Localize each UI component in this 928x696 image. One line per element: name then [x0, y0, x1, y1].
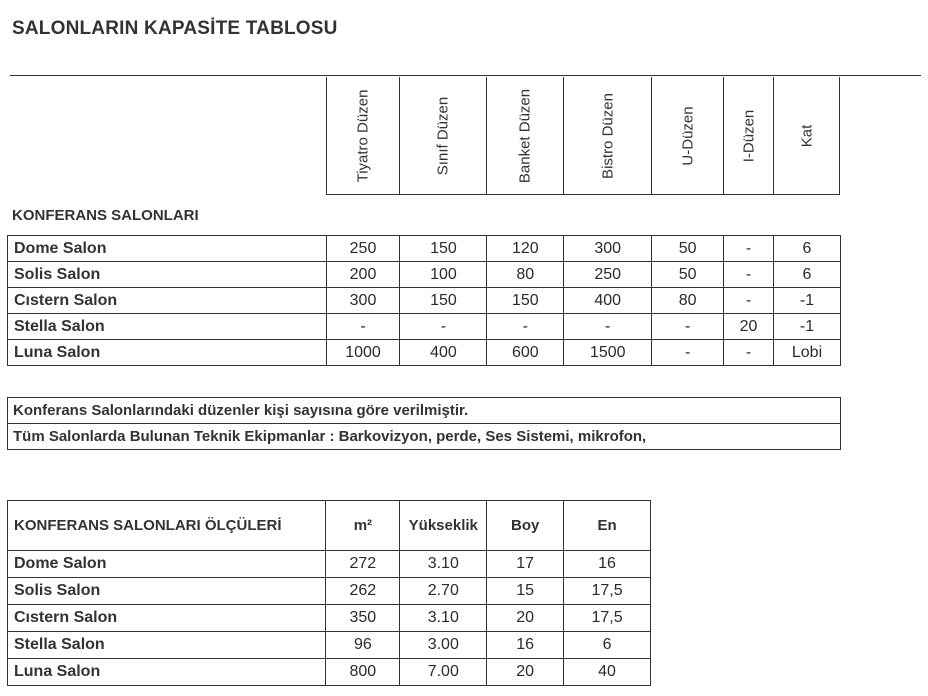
column-header-i-duzen: I-Düzen	[724, 77, 774, 195]
header-row	[8, 501, 651, 551]
cell: 272	[326, 551, 400, 578]
row-name: Dome Salon	[8, 551, 326, 578]
cell: 250	[326, 236, 400, 262]
cell: 600	[487, 340, 564, 366]
cell: 3.00	[400, 632, 487, 659]
column-header-u-duzen: U-Düzen	[652, 77, 724, 195]
cell: 200	[326, 262, 400, 288]
cell: 120	[487, 236, 564, 262]
table-row	[8, 578, 651, 605]
cell: 3.10	[400, 605, 487, 632]
cell: 80	[652, 288, 724, 314]
cell: 262	[326, 578, 400, 605]
cell: 20	[487, 659, 564, 686]
cell: 20	[487, 605, 564, 632]
table-row	[8, 236, 841, 262]
cell: -1	[774, 288, 841, 314]
cell: 7.00	[400, 659, 487, 686]
dimensions-header: KONFERANS SALONLARI ÖLÇÜLERİ	[8, 501, 326, 551]
cell: 80	[487, 262, 564, 288]
cell: 1500	[564, 340, 652, 366]
row-name: Cıstern Salon	[8, 605, 326, 632]
row-name: Luna Salon	[8, 340, 327, 366]
cell: 50	[652, 236, 724, 262]
cell: Lobi	[774, 340, 841, 366]
title-divider	[10, 75, 921, 76]
column-header-tiyatro: Tiyatro Düzen	[326, 77, 400, 195]
column-header-m2: m²	[326, 501, 400, 551]
column-header-yukseklik: Yükseklik	[400, 501, 487, 551]
table-row	[8, 605, 651, 632]
cell: 800	[326, 659, 400, 686]
section-label: KONFERANS SALONLARI	[12, 207, 199, 224]
column-header-en: En	[564, 501, 651, 551]
cell: 250	[564, 262, 652, 288]
cell: -	[724, 262, 774, 288]
cell: 150	[400, 288, 487, 314]
row-name: Stella Salon	[8, 632, 326, 659]
cell: -	[487, 314, 564, 340]
cell: 50	[652, 262, 724, 288]
cell: 300	[326, 288, 400, 314]
table-row	[8, 314, 841, 340]
cell: -	[326, 314, 400, 340]
cell: -	[724, 236, 774, 262]
dimensions-table	[7, 500, 651, 686]
row-name: Dome Salon	[8, 236, 327, 262]
cell: 100	[400, 262, 487, 288]
cell: -1	[774, 314, 841, 340]
capacity-table	[7, 235, 841, 366]
cell: 2.70	[400, 578, 487, 605]
table-row	[8, 288, 841, 314]
cell: 40	[564, 659, 651, 686]
cell: 16	[564, 551, 651, 578]
row-name: Solis Salon	[8, 262, 327, 288]
cell: 6	[774, 236, 841, 262]
cell: -	[564, 314, 652, 340]
table-row	[8, 340, 841, 366]
column-header-kat: Kat	[774, 77, 840, 195]
table-row	[8, 551, 651, 578]
cell: 300	[564, 236, 652, 262]
cell: 20	[724, 314, 774, 340]
table-row	[8, 262, 841, 288]
column-header-sinif: Sınıf Düzen	[400, 77, 487, 195]
cell: -	[652, 314, 724, 340]
cell: 96	[326, 632, 400, 659]
cell: 3.10	[400, 551, 487, 578]
cell: 16	[487, 632, 564, 659]
cell: 1000	[326, 340, 400, 366]
header-bottom-border	[326, 194, 840, 195]
row-name: Solis Salon	[8, 578, 326, 605]
row-name: Cıstern Salon	[8, 288, 327, 314]
cell: 150	[487, 288, 564, 314]
row-name: Stella Salon	[8, 314, 327, 340]
cell: 6	[564, 632, 651, 659]
cell: -	[400, 314, 487, 340]
column-header-boy: Boy	[487, 501, 564, 551]
notes-table	[7, 397, 841, 450]
cell: -	[724, 288, 774, 314]
cell: -	[652, 340, 724, 366]
column-header-banket: Banket Düzen	[487, 77, 564, 195]
row-name: Luna Salon	[8, 659, 326, 686]
cell: 150	[400, 236, 487, 262]
cell: 17	[487, 551, 564, 578]
cell: 17,5	[564, 605, 651, 632]
page-title: SALONLARIN KAPASİTE TABLOSU	[12, 18, 338, 39]
note-text: Konferans Salonlarındaki düzenler kişi sayısına göre verilmiştir.	[8, 398, 841, 424]
cell: -	[724, 340, 774, 366]
note-row	[8, 424, 841, 450]
note-text: Tüm Salonlarda Bulunan Teknik Ekipmanlar : Barkovizyon, perde, Ses Sistemi, mikrofon,	[8, 424, 841, 450]
cell: 15	[487, 578, 564, 605]
cell: 6	[774, 262, 841, 288]
note-row	[8, 398, 841, 424]
table-row	[8, 659, 651, 686]
cell: 400	[564, 288, 652, 314]
cell: 17,5	[564, 578, 651, 605]
cell: 350	[326, 605, 400, 632]
cell: 400	[400, 340, 487, 366]
table-row	[8, 632, 651, 659]
column-header-bistro: Bistro Düzen	[564, 77, 652, 195]
